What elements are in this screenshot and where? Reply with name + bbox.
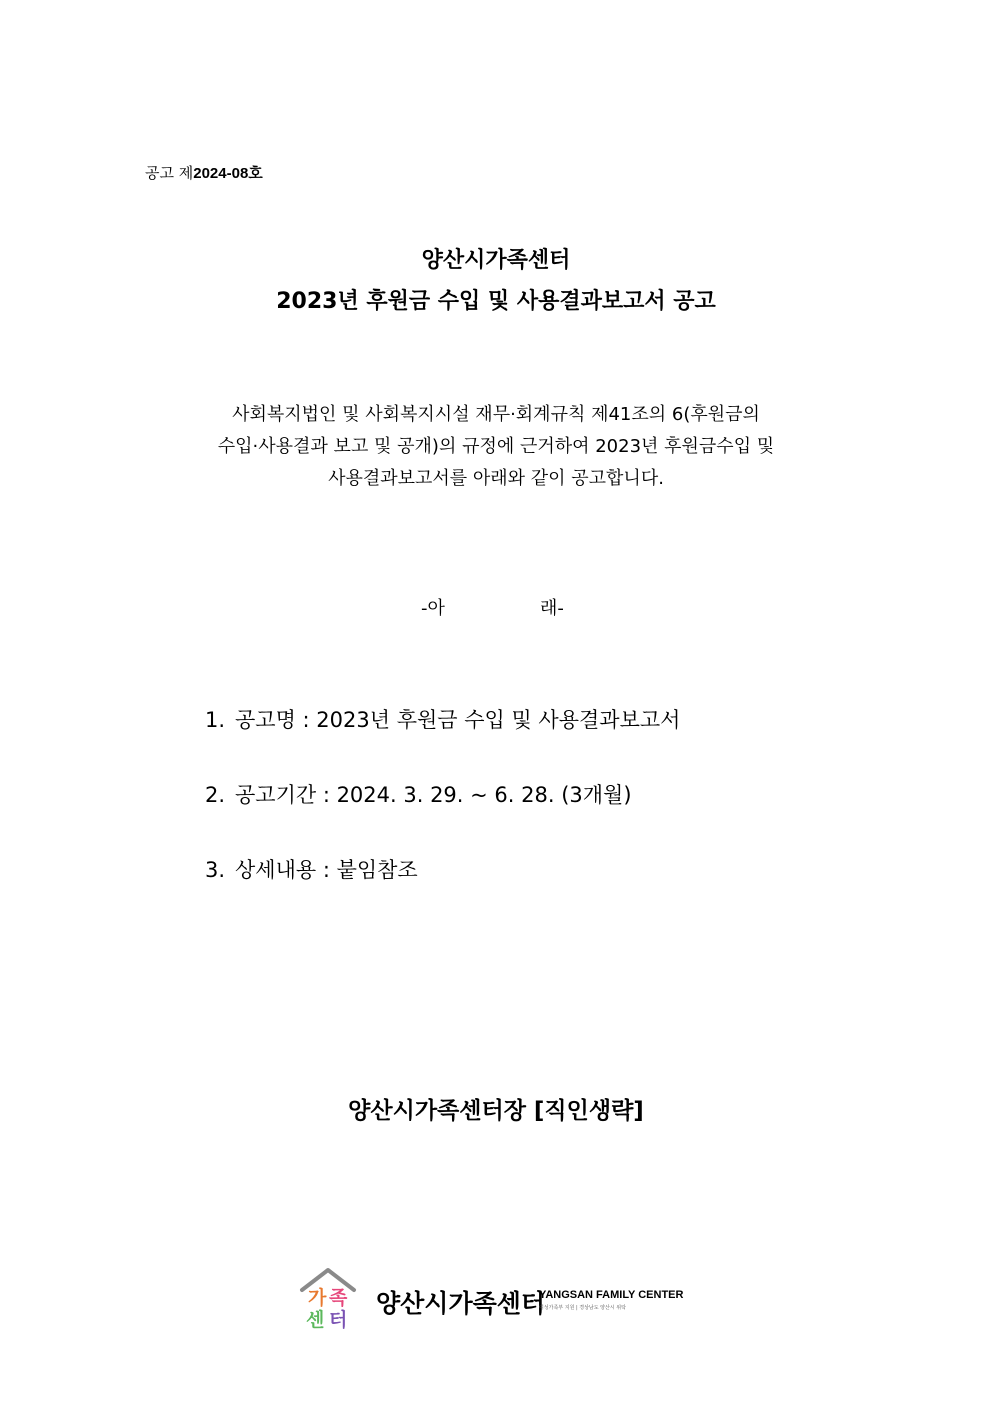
signer: 양산시가족센터장 [직인생략]: [348, 1098, 644, 1124]
notice-item: [205, 704, 680, 779]
notice-item: [205, 779, 680, 854]
document-title-org: 양산시가족센터: [421, 248, 571, 273]
family-center-logo-mark: [298, 1264, 358, 1330]
item-number: 1.: [205, 708, 226, 732]
item-number: 2.: [205, 783, 226, 807]
below-heading-right: 래-: [540, 598, 564, 619]
svg-text:터: 터: [329, 1309, 348, 1330]
below-heading-left: -아: [421, 598, 445, 619]
center-logo: [298, 1264, 718, 1330]
announcement-body: [0, 399, 992, 495]
svg-text:족: 족: [329, 1287, 348, 1309]
notice-number: [145, 162, 263, 183]
body-line-1: 사회복지법인 및 사회복지시설 재무·회계규칙 제41조의 6(후원금의: [232, 404, 760, 425]
logo-name: 양산시가족센터: [376, 1289, 546, 1318]
document-title: 2023년 후원금 수입 및 사용결과보고서 공고: [276, 289, 716, 314]
notice-item: [205, 854, 680, 929]
item-number: 3.: [205, 858, 226, 882]
notice-number-value: 2024-08호: [193, 165, 263, 182]
svg-text:센: 센: [306, 1309, 325, 1330]
body-line-3: 사용결과보고서를 아래와 같이 공고합니다.: [328, 468, 664, 489]
item-text: 공고명 : 2023년 후원금 수입 및 사용결과보고서: [235, 708, 681, 732]
svg-text:가: 가: [308, 1287, 327, 1309]
item-text: 상세내용 : 붙임참조: [235, 858, 418, 882]
item-text: 공고기간 : 2024. 3. 29. ~ 6. 28. (3개월): [235, 783, 632, 807]
logo-english-name: YANGSAN FAMILY CENTER: [539, 1289, 684, 1301]
logo-subtext: 여성가족부 지원 | 경상남도 양산시 위탁: [539, 1305, 626, 1311]
body-line-2: 수입·사용결과 보고 및 공개)의 규정에 근거하여 2023년 후원금수입 및: [217, 436, 775, 457]
notice-number-label: 공고 제: [145, 164, 194, 182]
notice-items: [205, 704, 680, 929]
